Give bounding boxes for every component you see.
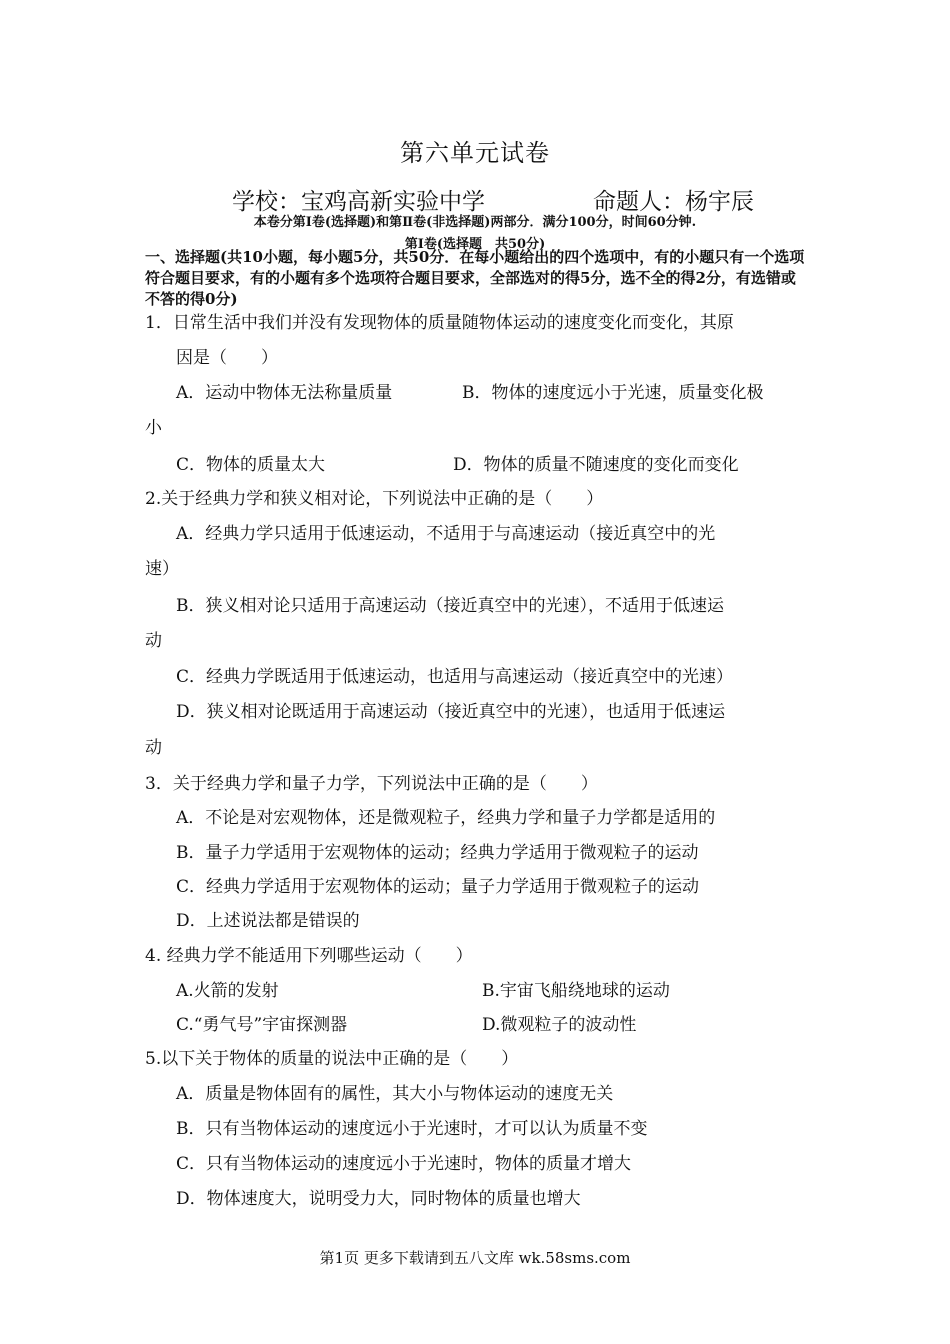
page-footer: 第1页 更多下载请到五八文库 wk.58sms.com bbox=[319, 1249, 631, 1267]
instructions: 一、选择题(共10小题，每小题5分，共50分．在每小题给出的四个选项中，有的小题只有一个选项符合题目要求，有的小题有多个选项符合题目要求，全部选对的得5分，选不全的得2分，有选错或不答的得0分) bbox=[145, 248, 805, 308]
question-2-option-d: D．狭义相对论既适用于高速运动（接近真空中的光速），也适用于低速运 bbox=[176, 702, 726, 722]
question-2-option-a: A．经典力学只适用于低速运动，不适用于与高速运动（接近真空中的光 bbox=[176, 524, 716, 544]
question-4-stem: 4. 经典力学不能适用下列哪些运动（ ） bbox=[145, 946, 473, 966]
exam-note: 本卷分第Ⅰ卷(选择题)和第Ⅱ卷(非选择题)两部分．满分100分，时间60分钟. bbox=[253, 215, 697, 230]
question-1-option-a: A．运动中物体无法称量质量 bbox=[176, 383, 393, 403]
question-3-option-c: C．经典力学适用于宏观物体的运动；量子力学适用于微观粒子的运动 bbox=[176, 877, 700, 897]
question-5-option-a: A．质量是物体固有的属性，其大小与物体运动的速度无关 bbox=[176, 1084, 614, 1104]
question-5-stem: 5.以下关于物体的质量的说法中正确的是（ ） bbox=[145, 1049, 519, 1069]
question-2-option-a-cont: 速） bbox=[145, 559, 179, 579]
author-name: 命题人：杨宇辰 bbox=[593, 189, 754, 215]
question-3-stem: 3．关于经典力学和量子力学，下列说法中正确的是（ ） bbox=[145, 774, 598, 794]
question-4-option-d: D.微观粒子的波动性 bbox=[482, 1015, 637, 1035]
question-3-option-b: B．量子力学适用于宏观物体的运动；经典力学适用于微观粒子的运动 bbox=[176, 843, 699, 863]
question-4-option-c: C.“勇气号”宇宙探测器 bbox=[176, 1015, 348, 1035]
question-3-option-d: D．上述说法都是错误的 bbox=[176, 911, 360, 931]
question-1-option-b-cont: 小 bbox=[145, 418, 162, 438]
question-2-option-b-cont: 动 bbox=[145, 631, 162, 651]
question-3-option-a: A．不论是对宏观物体，还是微观粒子，经典力学和量子力学都是适用的 bbox=[176, 808, 716, 828]
question-2-option-d-cont: 动 bbox=[145, 738, 162, 758]
question-5-option-b: B．只有当物体运动的速度远小于光速时，才可以认为质量不变 bbox=[176, 1119, 648, 1139]
school-name: 学校：宝鸡高新实验中学 bbox=[232, 189, 485, 215]
question-1-stem-cont: 因是（ ） bbox=[176, 348, 278, 368]
question-2-option-c: C．经典力学既适用于低速运动，也适用与高速运动（接近真空中的光速） bbox=[176, 667, 734, 687]
question-5-option-d: D．物体速度大，说明受力大，同时物体的质量也增大 bbox=[176, 1189, 581, 1209]
question-4-option-a: A.火箭的发射 bbox=[176, 981, 279, 1001]
question-5-option-c: C．只有当物体运动的速度远小于光速时，物体的质量才增大 bbox=[176, 1154, 632, 1174]
page-title: 第六单元试卷 bbox=[400, 139, 550, 167]
question-1-option-d: D．物体的质量不随速度的变化而变化 bbox=[453, 455, 739, 475]
question-2-stem: 2.关于经典力学和狭义相对论，下列说法中正确的是（ ） bbox=[145, 489, 604, 509]
question-1-stem: 1．日常生活中我们并没有发现物体的质量随物体运动的速度变化而变化，其原 bbox=[145, 313, 734, 333]
question-4-option-b: B.宇宙飞船绕地球的运动 bbox=[482, 981, 670, 1001]
section-title: 第Ⅰ卷(选择题 共50分) bbox=[404, 237, 546, 252]
question-2-option-b: B．狭义相对论只适用于高速运动（接近真空中的光速），不适用于低速运 bbox=[176, 596, 724, 616]
question-1-option-c: C．物体的质量太大 bbox=[176, 455, 326, 475]
question-1-option-b: B．物体的速度远小于光速，质量变化极 bbox=[462, 383, 764, 403]
